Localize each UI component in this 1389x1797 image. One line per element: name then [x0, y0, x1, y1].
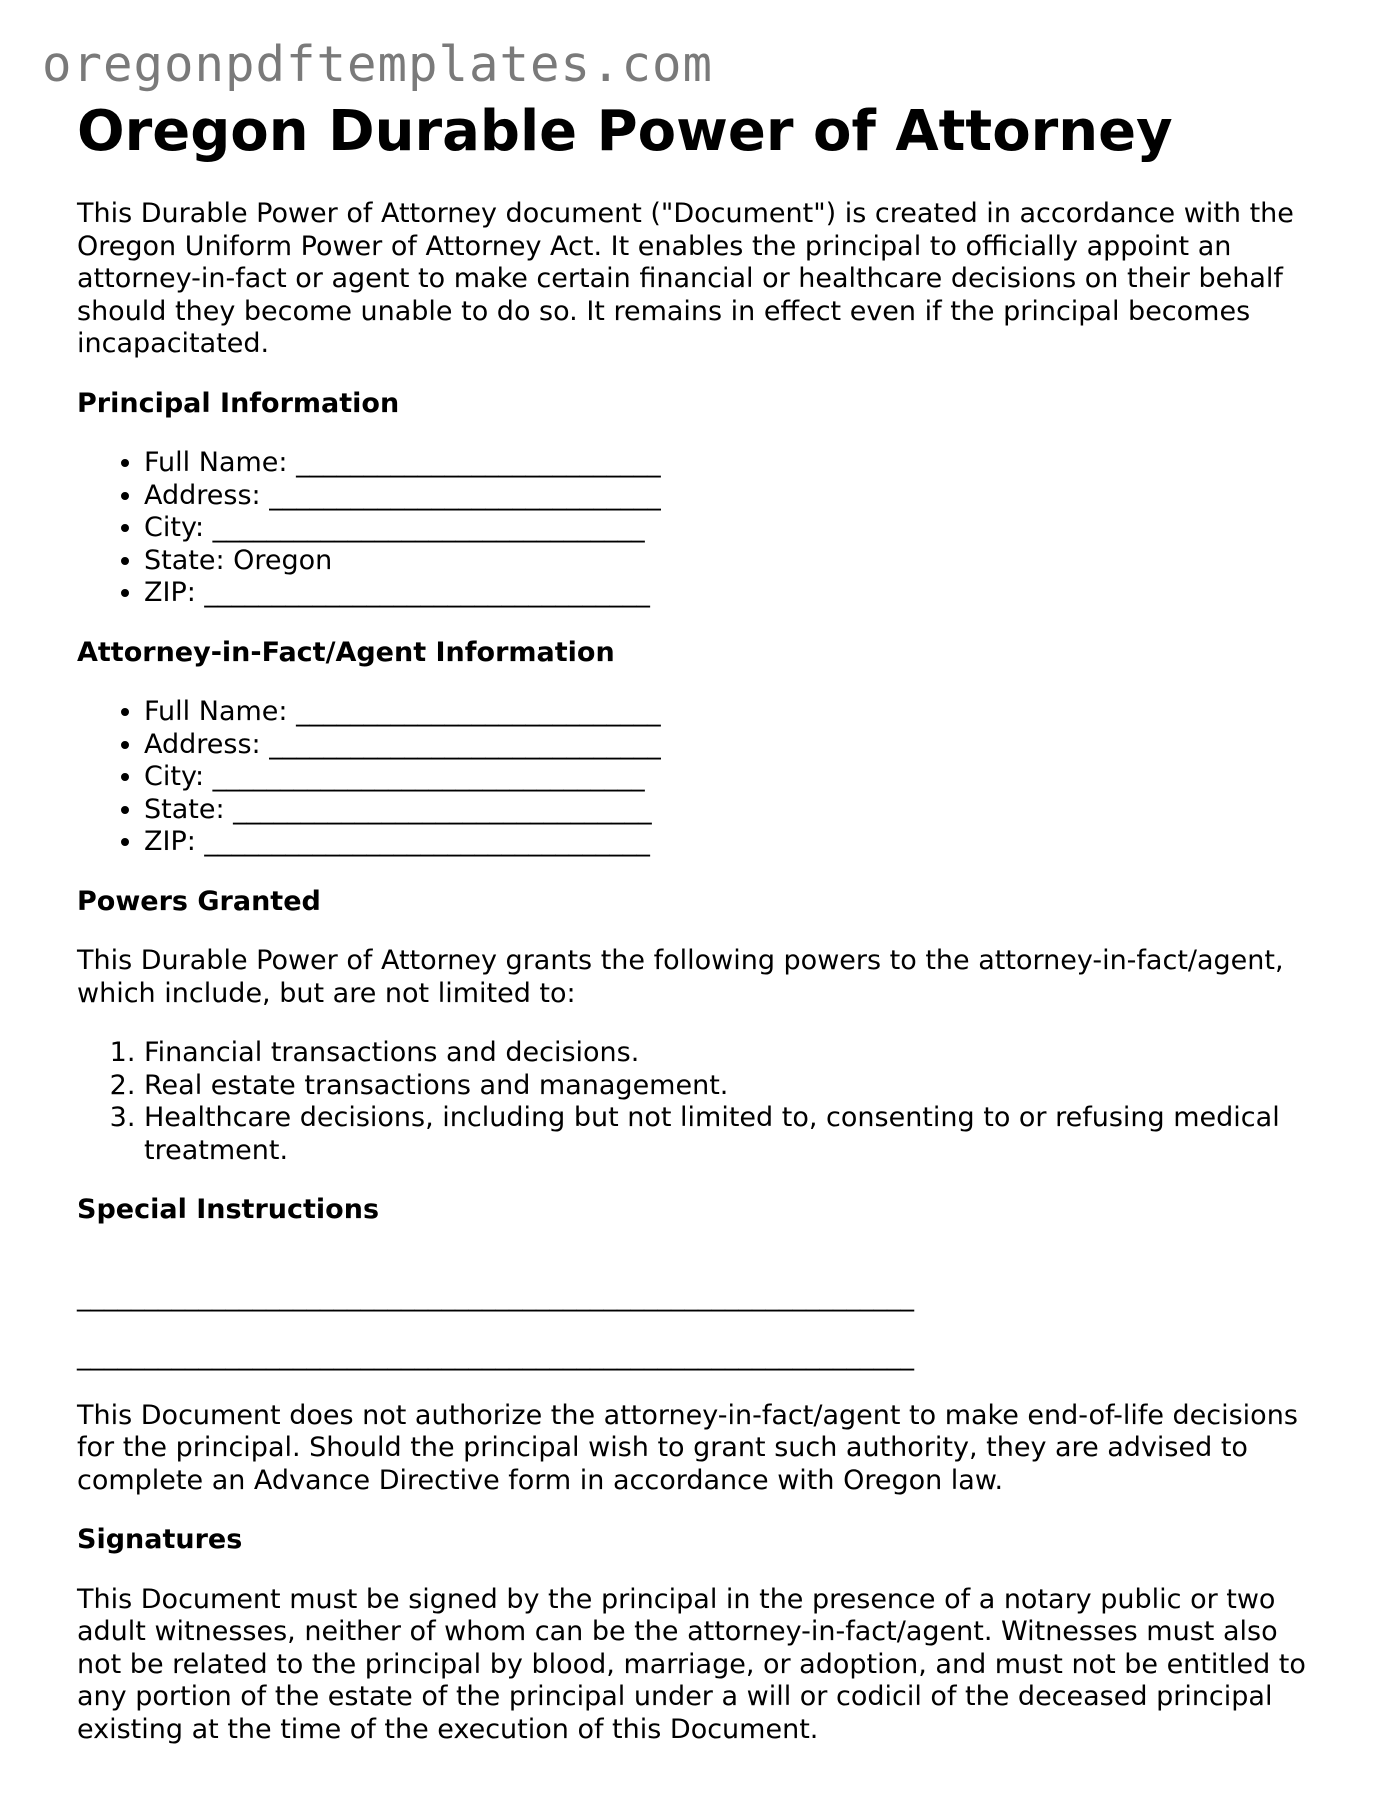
power-item: 1. Financial transactions and decisions.	[144, 1037, 1327, 1070]
site-watermark: oregonpdftemplates.com	[42, 36, 714, 93]
agent-city-field: • City: ________________________________	[144, 761, 1327, 794]
special-instructions-heading: Special Instructions	[77, 1194, 380, 1225]
principal-full-name-field: • Full Name: ___________________________	[144, 447, 1327, 480]
intro-paragraph: This Durable Power of Attorney document ("Document") is created in accordance with the Oregon Uniform Power of Attorney Act. It enables the principal to officially appoint an attorney-in-fact or agent to make certain financial or healthcare decisions on their behalf should they become unable to do so. It remains in effect even if the principal becomes incapacitated.	[77, 198, 1294, 359]
principal-city-field: • City: ________________________________	[144, 512, 1327, 545]
special-instructions-line: ______________________________________________________________	[77, 1340, 914, 1371]
powers-list	[77, 1037, 1327, 1167]
powers-heading: Powers Granted	[77, 885, 321, 917]
document-body	[77, 96, 1327, 1746]
end-of-life-note: This Document does not authorize the attorney-in-fact/agent to make end-of-life decisions for the principal. Should the principal wish to grant such authority, they are advised to complete an Advance Directive form in accordance with Oregon law.	[77, 1399, 1298, 1496]
special-instructions-line: ______________________________________________________________	[77, 1280, 914, 1312]
agent-full-name-field: • Full Name: ___________________________	[144, 696, 1327, 729]
agent-state-field: • State: _______________________________	[144, 794, 1327, 827]
signatures-heading: Signatures	[77, 1524, 243, 1555]
principal-fields-list	[77, 447, 1327, 610]
agent-fields-list	[77, 696, 1327, 859]
principal-address-field: • Address: _____________________________	[144, 480, 1327, 513]
powers-intro-paragraph: This Durable Power of Attorney grants the following powers to the attorney-in-fact/agent, which include, but are not limited to:	[77, 945, 1284, 1009]
agent-heading: Attorney-in-Fact/Agent Information	[77, 636, 615, 668]
principal-heading: Principal Information	[77, 387, 400, 419]
power-item: 2. Real estate transactions and management.	[144, 1070, 1327, 1103]
agent-zip-field: • ZIP: _________________________________	[144, 826, 1327, 859]
power-item: 3. Healthcare decisions, including but not limited to, consenting to or refusing medical treatment.	[144, 1102, 1327, 1167]
signatures-paragraph: This Document must be signed by the principal in the presence of a notary public or two adult witnesses, neither of whom can be the attorney-in-fact/agent. Witnesses must also not be related to the principal by blood, marriage, or adoption, and must not be entitled to any portion of the estate of the principal under a will or codicil of the deceased principal existing at the time of the execution of this Document.	[77, 1583, 1306, 1745]
document-title: Oregon Durable Power of Attorney	[77, 99, 1173, 164]
principal-zip-field: • ZIP: _________________________________	[144, 577, 1327, 610]
principal-state-field: • State: Oregon	[144, 545, 1327, 578]
agent-address-field: • Address: _____________________________	[144, 729, 1327, 762]
